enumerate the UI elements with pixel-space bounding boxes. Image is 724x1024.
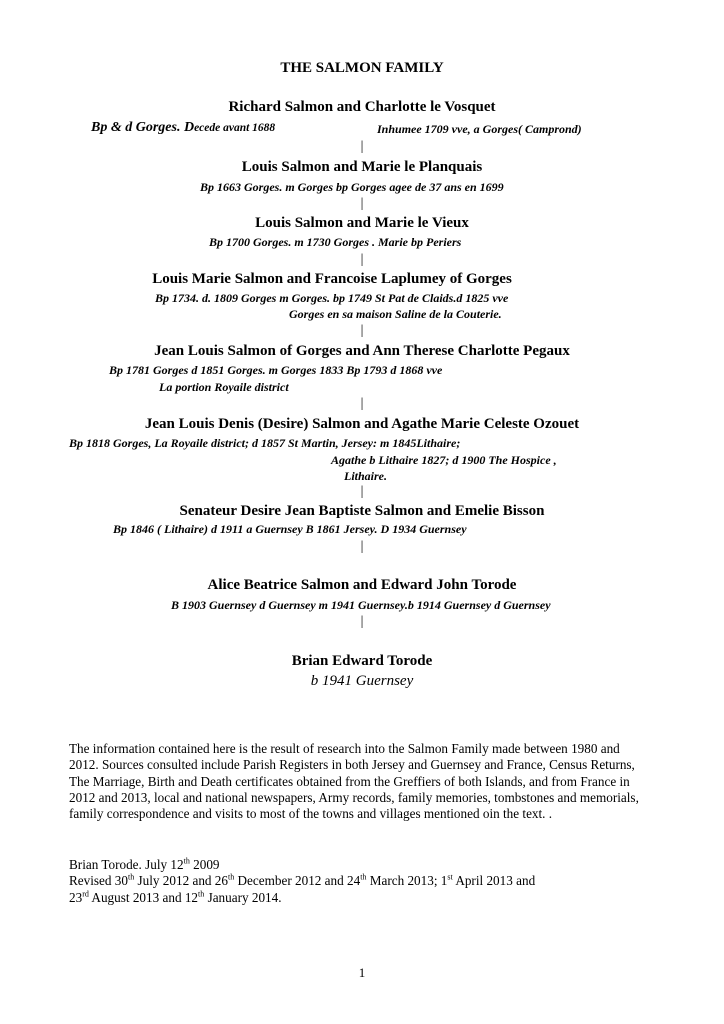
couple-detail-6b: Agathe b Lithaire 1827; d 1900 The Hospice ,	[331, 453, 557, 467]
couple-detail-8: B 1903 Guernsey d Guernsey m 1941 Guernsey.b 1914 Guernsey d Guernsey	[171, 598, 551, 612]
signature-line-3: 23rd August 2013 and 12th January 2014.	[69, 889, 282, 905]
couple-detail-4b: Gorges en sa maison Saline de la Couterie.	[289, 307, 502, 321]
couple-name-6: Jean Louis Denis (Desire) Salmon and Agathe Marie Celeste Ozouet	[144, 416, 580, 432]
connector-1: |	[360, 139, 364, 154]
couple-detail-5b: La portion Royaile district	[159, 380, 289, 394]
couple-name-8: Alice Beatrice Salmon and Edward John Torode	[207, 577, 517, 593]
couple-detail-3: Bp 1700 Gorges. m 1730 Gorges . Marie bp Periers	[209, 235, 462, 249]
couple-name-1: Richard Salmon and Charlotte le Vosquet	[228, 99, 496, 115]
sources-text: The information contained here is the result of research into the Salmon Family made between 1980 and 2012. Sources consulted include Parish Registers in both Jersey and Guernsey and France, Census Returns, The Marriage, Birth and Death certificates obtained from the Greffiers of both Islands, and from France in 2012 and 2013, local and national newspapers, Army records, family memories, tombstones and memorials, family correspondence and visits to most of the towns and villages mentioned oin the text. .	[69, 741, 639, 822]
couple-detail-1b: Inhumee 1709 vve, a Gorges( Camprond)	[377, 122, 582, 136]
connector-5: |	[360, 396, 364, 411]
couple-detail-1a: Bp & d Gorges. Decede avant 1688	[91, 120, 276, 135]
couple-name-3: Louis Salmon and Marie le Vieux	[255, 215, 469, 231]
couple-detail-7: Bp 1846 ( Lithaire) d 1911 a Guernsey B 1861 Jersey. D 1934 Guernsey	[113, 522, 467, 536]
signature-line-2: Revised 30th July 2012 and 26th December 2012 and 24th March 2013; 1st April 2013 and	[69, 872, 536, 889]
signature-line-1: Brian Torode. July 12th 2009	[69, 856, 220, 872]
sources-paragraph	[69, 741, 649, 822]
connector-8: |	[360, 614, 364, 629]
couple-detail-2: Bp 1663 Gorges. m Gorges bp Gorges agee de 37 ans en 1699	[200, 180, 504, 194]
person-detail-9: b 1941 Guernsey	[310, 673, 414, 689]
signature-block	[69, 857, 649, 906]
connector-6: |	[360, 484, 364, 499]
page-number: 1	[358, 965, 366, 980]
person-name-9: Brian Edward Torode	[291, 653, 433, 669]
couple-detail-5: Bp 1781 Gorges d 1851 Gorges. m Gorges 1833 Bp 1793 d 1868 vve	[109, 363, 443, 377]
couple-detail-6: Bp 1818 Gorges, La Royaile district; d 1857 St Martin, Jersey: m 1845Lithaire;	[69, 436, 461, 450]
document-title: THE SALMON FAMILY	[280, 60, 444, 76]
couple-detail-6c: Lithaire.	[344, 469, 388, 483]
connector-4: |	[360, 323, 364, 338]
couple-name-7: Senateur Desire Jean Baptiste Salmon and Emelie Bisson	[179, 503, 545, 519]
couple-name-5: Jean Louis Salmon of Gorges and Ann Therese Charlotte Pegaux	[154, 343, 570, 359]
connector-7: |	[360, 539, 364, 554]
connector-2: |	[360, 196, 364, 211]
connector-3: |	[360, 252, 364, 267]
couple-name-2: Louis Salmon and Marie le Planquais	[241, 159, 483, 175]
couple-detail-4: Bp 1734. d. 1809 Gorges m Gorges. bp 1749 St Pat de Claids.d 1825 vve	[155, 291, 509, 305]
couple-name-4: Louis Marie Salmon and Francoise Laplumey of Gorges	[152, 271, 512, 287]
